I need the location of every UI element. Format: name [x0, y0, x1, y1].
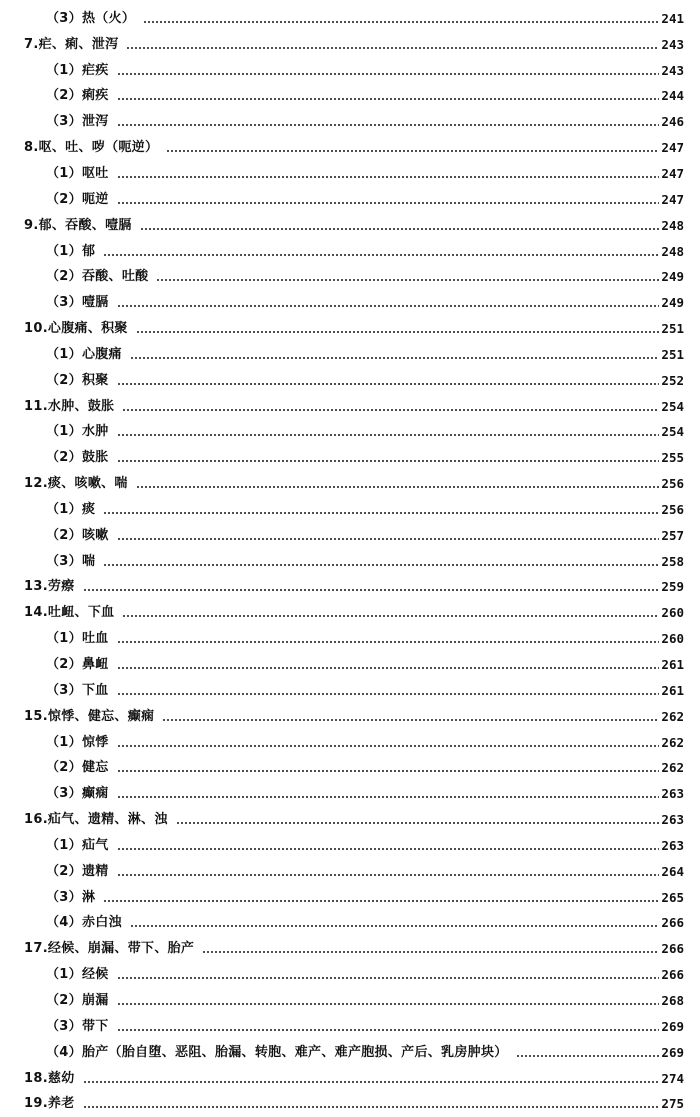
dot-leader [83, 589, 660, 591]
toc-subsection-entry [0, 833, 700, 859]
toc-subsection-entry [0, 911, 700, 937]
toc-section-entry [0, 471, 700, 497]
toc-section-entry [0, 575, 700, 601]
toc-entry-page-number: 246 [661, 114, 684, 130]
toc-subsection-entry [0, 290, 700, 316]
toc-entry-page-number: 243 [661, 62, 684, 78]
toc-subsection-entry [0, 730, 700, 756]
toc-entry-title: 13.劳瘵 [24, 579, 75, 595]
toc-entry-page-number: 263 [661, 812, 684, 828]
toc-entry-page-number: 260 [661, 605, 684, 621]
toc-entry-page-number: 259 [661, 579, 684, 595]
dot-leader [130, 357, 660, 359]
toc-entry-page-number: 266 [661, 941, 684, 957]
toc-subsection-entry [0, 58, 700, 84]
dot-leader [162, 719, 659, 721]
dot-leader [117, 874, 660, 876]
toc-entry-page-number: 256 [661, 501, 684, 517]
toc-entry-title: （3）噎膈 [46, 295, 109, 311]
toc-section-entry [0, 807, 700, 833]
dot-leader [166, 150, 659, 152]
dot-leader [117, 796, 660, 798]
dot-leader [122, 615, 659, 617]
toc-subsection-entry [0, 988, 700, 1014]
toc-subsection-entry [0, 549, 700, 575]
toc-entry-page-number: 254 [661, 424, 684, 440]
toc-subsection-entry [0, 6, 700, 32]
toc-subsection-entry [0, 859, 700, 885]
dot-leader [117, 1003, 660, 1005]
toc-entry-page-number: 262 [661, 734, 684, 750]
toc-section-entry [0, 316, 700, 342]
toc-entry-title: （2）健忘 [46, 760, 109, 776]
toc-section-entry [0, 936, 700, 962]
dot-leader [176, 822, 660, 824]
toc-subsection-entry [0, 626, 700, 652]
toc-entry-title: （3）泄泻 [46, 114, 109, 130]
toc-entry-title: （1）痰 [46, 501, 96, 517]
toc-entry-title: （1）吐血 [46, 631, 109, 647]
toc-entry-page-number: 269 [661, 1018, 684, 1034]
dot-leader [516, 1055, 660, 1057]
toc-entry-page-number: 264 [661, 863, 684, 879]
toc-entry-page-number: 247 [661, 140, 684, 156]
toc-entry-title: （2）呃逆 [46, 191, 109, 207]
toc-entry-page-number: 247 [661, 191, 684, 207]
toc-entry-page-number: 243 [661, 36, 684, 52]
dot-leader [117, 538, 660, 540]
dot-leader [117, 202, 660, 204]
toc-subsection-entry [0, 368, 700, 394]
toc-subsection-entry [0, 652, 700, 678]
toc-subsection-entry [0, 342, 700, 368]
dot-leader [143, 21, 659, 23]
toc-entry-title: 17.经候、崩漏、带下、胎产 [24, 941, 195, 957]
toc-entry-page-number: 251 [661, 321, 684, 337]
toc-entry-title: （1）疝气 [46, 837, 109, 853]
toc-entry-page-number: 263 [661, 837, 684, 853]
dot-leader [117, 745, 660, 747]
toc-entry-page-number: 261 [661, 682, 684, 698]
toc-entry-title: （4）赤白浊 [46, 915, 122, 931]
toc-entry-title: （3）癫痫 [46, 786, 109, 802]
toc-entry-title: （1）呕吐 [46, 165, 109, 181]
toc-entry-page-number: 251 [661, 346, 684, 362]
toc-entry-title: （2）吞酸、吐酸 [46, 269, 149, 285]
toc-subsection-entry [0, 161, 700, 187]
dot-leader [117, 383, 660, 385]
toc-entry-title: 11.水肿、鼓胀 [24, 398, 115, 414]
toc-entry-title: （4）胎产（胎自堕、恶阻、胎漏、转胞、难产、难产胞损、产后、乳房肿块） [46, 1044, 508, 1060]
toc-entry-title: 7.疟、痢、泄泻 [24, 36, 119, 52]
toc-section-entry [0, 135, 700, 161]
dot-leader [117, 770, 660, 772]
toc-entry-page-number: 262 [661, 708, 684, 724]
toc-entry-page-number: 260 [661, 631, 684, 647]
toc-subsection-entry [0, 187, 700, 213]
toc-entry-page-number: 256 [661, 476, 684, 492]
dot-leader [117, 848, 660, 850]
toc-subsection-entry [0, 885, 700, 911]
dot-leader [136, 331, 660, 333]
toc-entry-title: （1）惊悸 [46, 734, 109, 750]
toc-subsection-entry [0, 781, 700, 807]
dot-leader [117, 667, 660, 669]
dot-leader [117, 305, 660, 307]
toc-entry-page-number: 257 [661, 527, 684, 543]
dot-leader [103, 254, 659, 256]
toc-entry-page-number: 252 [661, 372, 684, 388]
toc-subsection-entry [0, 420, 700, 446]
toc-entry-title: 14.吐衄、下血 [24, 605, 115, 621]
toc-entry-title: 19.养老 [24, 1096, 75, 1112]
toc-entry-title: （2）鼓胀 [46, 450, 109, 466]
toc-entry-title: （2）咳嗽 [46, 527, 109, 543]
dot-leader [130, 925, 660, 927]
toc-subsection-entry [0, 239, 700, 265]
dot-leader [117, 977, 660, 979]
dot-leader [117, 73, 660, 75]
toc-entry-title: （1）经候 [46, 967, 109, 983]
toc-entry-title: 9.郁、吞酸、噎膈 [24, 217, 132, 233]
toc-entry-page-number: 265 [661, 889, 684, 905]
toc-entry-page-number: 244 [661, 88, 684, 104]
toc-entry-page-number: 241 [661, 10, 684, 26]
toc-entry-page-number: 249 [661, 269, 684, 285]
toc-entry-title: 8.呕、吐、哕（呃逆） [24, 140, 159, 156]
toc-subsection-entry [0, 678, 700, 704]
toc-entry-title: （2）崩漏 [46, 992, 109, 1008]
toc-entry-title: （3）下血 [46, 682, 109, 698]
toc-entry-title: （2）鼻衄 [46, 657, 109, 673]
toc-entry-title: 18.慈幼 [24, 1070, 75, 1086]
toc-entry-title: 12.痰、咳嗽、喘 [24, 476, 128, 492]
toc-entry-title: 10.心腹痛、积聚 [24, 321, 128, 337]
toc-subsection-entry [0, 497, 700, 523]
toc-entry-title: （2）积聚 [46, 372, 109, 388]
dot-leader [202, 951, 659, 953]
toc-section-entry [0, 213, 700, 239]
dot-leader [136, 486, 660, 488]
toc-entry-title: （3）喘 [46, 553, 96, 569]
toc-entry-page-number: 258 [661, 553, 684, 569]
toc-entry-page-number: 263 [661, 786, 684, 802]
toc-subsection-entry [0, 962, 700, 988]
toc-entry-page-number: 274 [661, 1070, 684, 1086]
dot-leader [103, 564, 659, 566]
toc-entry-title: （1）心腹痛 [46, 346, 122, 362]
dot-leader [117, 124, 660, 126]
toc-section-entry [0, 394, 700, 420]
toc-entry-page-number: 269 [661, 1044, 684, 1060]
dot-leader [83, 1106, 660, 1108]
dot-leader [117, 434, 660, 436]
toc-entry-page-number: 266 [661, 915, 684, 931]
toc-entry-title: 15.惊悸、健忘、癫痫 [24, 708, 155, 724]
dot-leader [103, 512, 659, 514]
toc-entry-title: （1）水肿 [46, 424, 109, 440]
toc-entry-page-number: 249 [661, 295, 684, 311]
dot-leader [117, 176, 660, 178]
toc-entry-page-number: 255 [661, 450, 684, 466]
toc-entry-page-number: 247 [661, 165, 684, 181]
dot-leader [122, 409, 659, 411]
toc-entry-page-number: 275 [661, 1096, 684, 1112]
toc-subsection-entry [0, 755, 700, 781]
table-of-contents [0, 6, 700, 1117]
toc-entry-title: 16.疝气、遗精、淋、浊 [24, 812, 168, 828]
toc-subsection-entry [0, 1014, 700, 1040]
toc-entry-page-number: 268 [661, 992, 684, 1008]
toc-entry-page-number: 261 [661, 657, 684, 673]
dot-leader [117, 641, 660, 643]
dot-leader [117, 98, 660, 100]
dot-leader [126, 47, 659, 49]
toc-entry-title: （1）疟疾 [46, 62, 109, 78]
toc-entry-page-number: 262 [661, 760, 684, 776]
dot-leader [117, 1029, 660, 1031]
dot-leader [140, 228, 660, 230]
toc-subsection-entry [0, 84, 700, 110]
toc-section-entry [0, 600, 700, 626]
toc-section-entry [0, 32, 700, 58]
dot-leader [103, 900, 659, 902]
toc-entry-page-number: 248 [661, 243, 684, 259]
toc-entry-title: （3）带下 [46, 1018, 109, 1034]
toc-entry-title: （2）遗精 [46, 863, 109, 879]
toc-entry-title: （3）淋 [46, 889, 96, 905]
toc-subsection-entry [0, 445, 700, 471]
toc-entry-title: （1）郁 [46, 243, 96, 259]
dot-leader [117, 460, 660, 462]
toc-subsection-entry [0, 109, 700, 135]
toc-section-entry [0, 1091, 700, 1117]
toc-entry-title: （2）痢疾 [46, 88, 109, 104]
toc-subsection-entry [0, 264, 700, 290]
dot-leader [83, 1081, 660, 1083]
dot-leader [156, 279, 659, 281]
toc-entry-page-number: 266 [661, 967, 684, 983]
toc-subsection-entry [0, 523, 700, 549]
toc-subsection-entry [0, 1040, 700, 1066]
toc-section-entry [0, 1066, 700, 1092]
toc-section-entry [0, 704, 700, 730]
toc-entry-page-number: 254 [661, 398, 684, 414]
toc-entry-page-number: 248 [661, 217, 684, 233]
toc-entry-title: （3）热（火） [46, 10, 136, 26]
dot-leader [117, 693, 660, 695]
